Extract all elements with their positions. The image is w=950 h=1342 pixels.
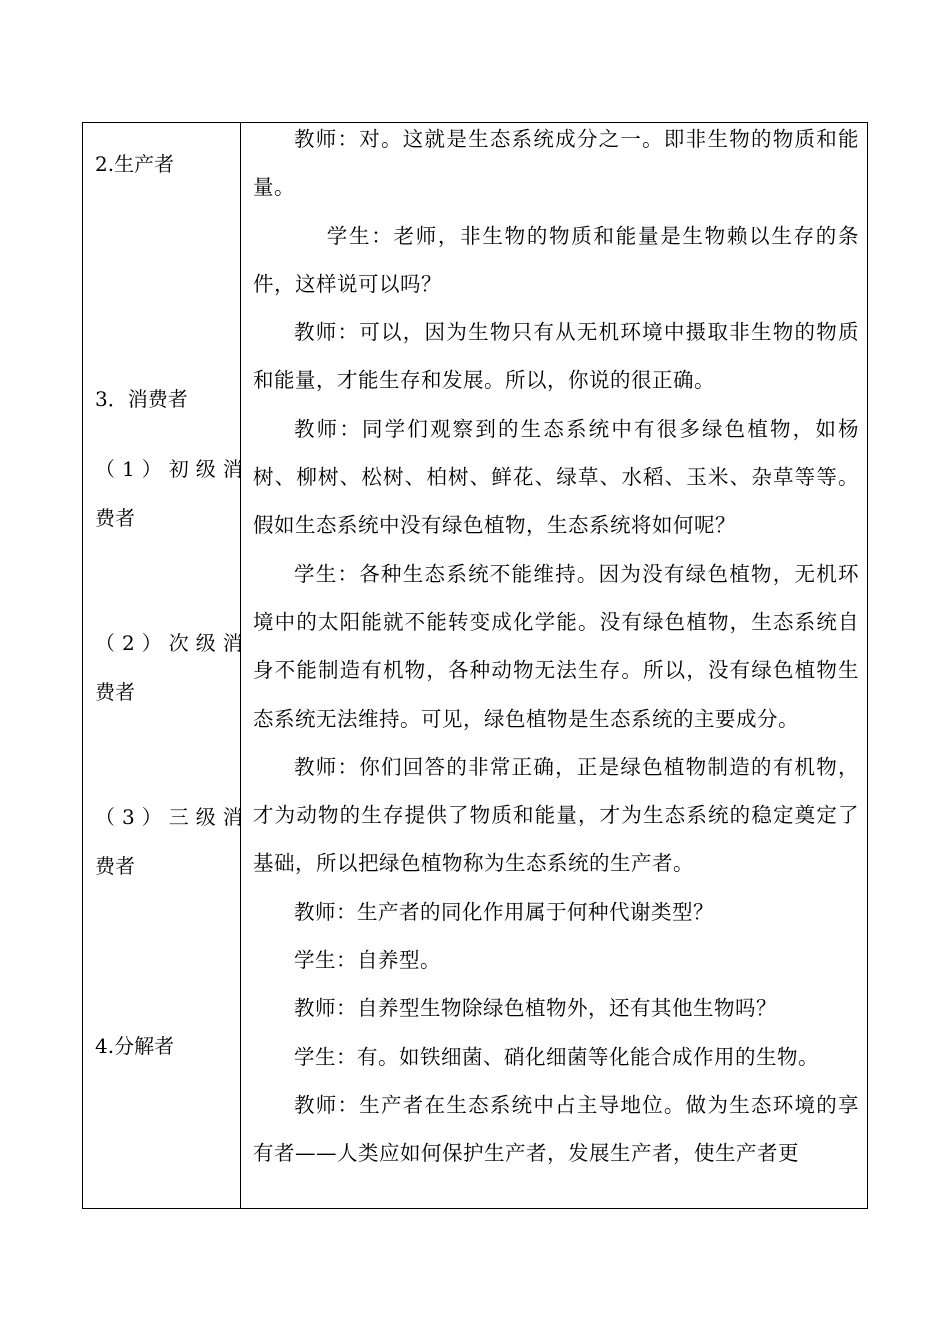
dialogue-paragraph: 学生：老师，非生物的物质和能量是生物赖以生存的条件，这样说可以吗？ <box>253 223 859 296</box>
dialogue-paragraph: 学生：自养型。 <box>294 948 441 973</box>
label-decomposer: 4.分解者 <box>95 1034 175 1058</box>
label-consumer: 3．消费者 <box>95 387 188 411</box>
dialogue-paragraph: 教师：自养型生物除绿色植物外，还有其他生物吗？ <box>294 996 777 1021</box>
dialogue-paragraph: 学生：有。如铁细菌、硝化细菌等化能合成作用的生物。 <box>294 1044 819 1069</box>
label-primary-consumer-line2: 费者 <box>95 506 135 530</box>
dialogue-paragraph: 教师：可以，因为生物只有从无机环境中摄取非生物的物质和能量，才能生存和发展。所以，你说的很正确。 <box>253 320 859 393</box>
dialogue-paragraph: 教师：对。这就是生态系统成分之一。即非生物的物质和能量。 <box>253 127 859 200</box>
dialogue-paragraph: 教师：同学们观察到的生态系统中有很多绿色植物，如杨树、柳树、松树、柏树、鲜花、绿草、水稻、玉米、杂草等等。假如生态系统中没有绿色植物，生态系统将如何呢？ <box>253 416 859 538</box>
dialogue-paragraph: 教师：生产者的同化作用属于何种代谢类型？ <box>294 899 714 924</box>
label-secondary-consumer-line2: 费者 <box>95 680 135 704</box>
dialogue-paragraph: 教师：生产者在生态系统中占主导地位。做为生态环境的享有者——人类应如何保护生产者，发展生产者，使生产者更 <box>253 1092 859 1166</box>
dialogue-paragraph: 教师：你们回答的非常正确，正是绿色植物制造的有机物，才为动物的生存提供了物质和能量，才为生态系统的稳定奠定了基础，所以把绿色植物称为生态系统的生产者。 <box>253 754 859 876</box>
label-tertiary-consumer-line2: 费者 <box>95 854 135 878</box>
label-primary-consumer-line1: （1）初级消 <box>95 457 250 481</box>
dialogue-paragraph: 学生：各种生态系统不能维持。因为没有绿色植物，无机环境中的太阳能就不能转变成化学能。没有绿色植物，生态系统自身不能制造有机物，各种动物无法生存。所以，没有绿色植物生态系统无法维持。可见，绿色植物是生态系统的主要成分。 <box>253 561 859 731</box>
label-producer: 2.生产者 <box>95 152 175 176</box>
label-tertiary-consumer-line1: （3）三级消 <box>95 805 250 829</box>
lesson-table <box>82 122 868 1209</box>
dialogue-column <box>253 115 859 1178</box>
label-secondary-consumer-line1: （2）次级消 <box>95 631 250 655</box>
